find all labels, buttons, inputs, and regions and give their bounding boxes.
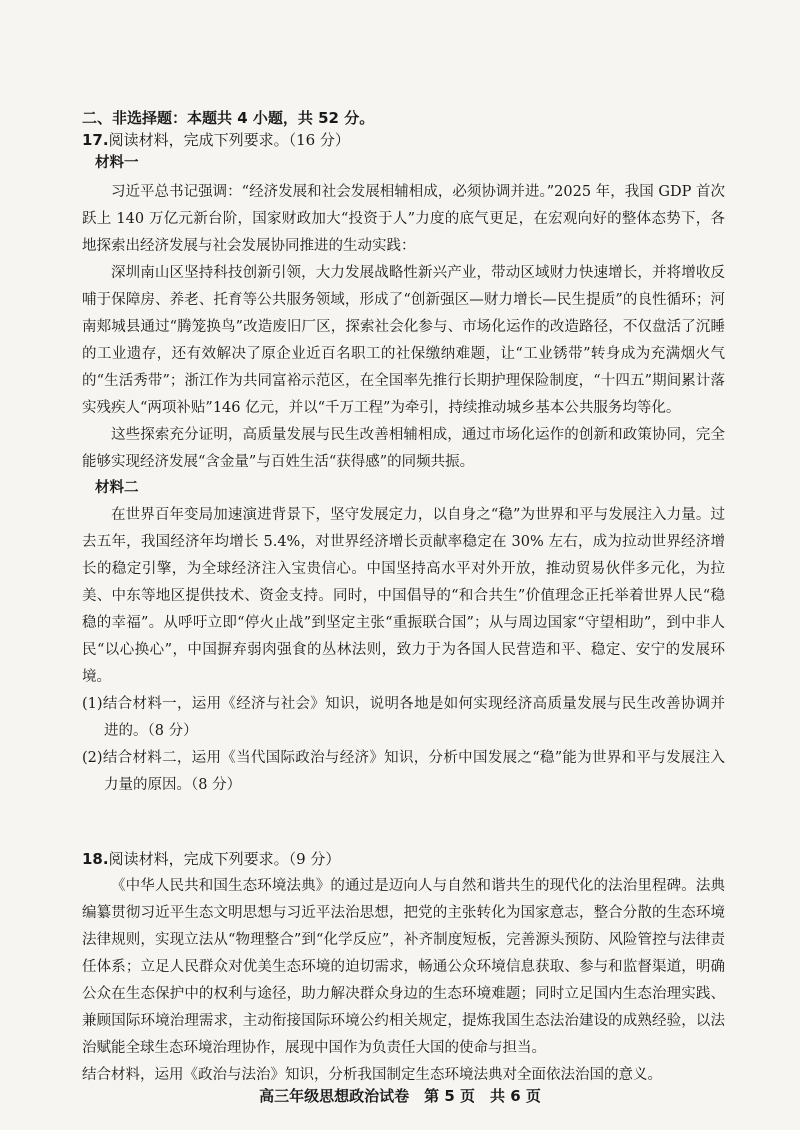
section-heading: 二、非选择题：本题共 4 小题，共 52 分。 [82,109,375,127]
question-17-subquestion-1: (1)结合材料一，运用《经济与社会》知识，说明各地是如何实现经济高质量发展与民生改善协调并进的。（8 分） [82,696,725,739]
question-18-prompt: 阅读材料，完成下列要求。（9 分） [108,850,341,868]
question-18-heading [82,849,725,869]
question-17-number: 17. [82,131,109,149]
question-18-paragraph-1: 《中华人民共和国生态环境法典》的通过是迈向人与自然和谐共生的现代化的法治里程碑。法典编纂贯彻习近平生态文明思想与习近平法治思想，把党的主张转化为国家意志，整合分散的生态环境法律规则，实现立法从“物理整合”到“化学反应”，补齐制度短板，完善源头预防、风险管控与法律责任体系；立足人民群众对优美生态环境的迫切需求，畅通公众环境信息获取、参与和监督渠道，明确公众在生态保护中的权利与途径，助力解决群众身边的生态环境难题；同时立足国内生态治理实践、兼顾国际环境治理需求，主动衔接国际环境公约相关规定，提炼我国生态法治建设的成熟经验，以法治赋能全球生态环境治理协作，展现中国作为负责任大国的使命与担当。 [82,878,725,1056]
material-1-paragraph-1: 习近平总书记强调：“经济发展和社会发展相辅相成，必须协调并进。”2025 年，我国 GDP 首次跃上 140 万亿元新台阶，国家财政加大“投资于人”力度的底气更足，在宏观向好的整体态势下，各地探索出经济发展与社会发展协同推进的生动实践： [82,184,725,254]
question-17-prompt: 阅读材料，完成下列要求。（16 分） [108,131,350,149]
material-1-paragraph-2: 深圳南山区坚持科技创新引领，大力发展战略性新兴产业，带动区域财力快速增长，并将增收反哺于保障房、养老、托育等公共服务领域，形成了“创新强区—财力增长—民生提质”的良性循环；河南郏城县通过“腾笼换鸟”改造废旧厂区，探索社会化参与、市场化运作的改造路径，不仅盘活了沉睡的工业遗存，还有效解决了原企业近百名职工的社保缴纳难题，让“工业锈带”转身成为充满烟火气的“生活秀带”；浙江作为共同富裕示范区，在全国率先推行长期护理保险制度，“十四五”期间累计落实残疾人“两项补贴”146 亿元，并以“千万工程”为牵引，持续推动城乡基本公共服务均等化。 [82,265,725,416]
material-2-paragraph-1: 在世界百年变局加速演进背景下，坚守发展定力，以自身之“稳”为世界和平与发展注入力量。过去五年，我国经济年均增长 5.4%，对世界经济增长贡献率稳定在 30% 左右，成为拉动世界经济增长的稳定引擎，为全球经济注入宝贵信心。中国坚持高水平对外开放，推动贸易伙伴多元化，为拉美、中东等地区提供技术、资金支持。同时，中国倡导的“和合共生”价值理念正托举着世界人民“稳稳的幸福”。从呼吁立即“停火止战”到坚定主张“重振联合国”；从与周边国家“守望相助”，到中非人民“以心换心”，中国摒弃弱肉强食的丛林法则，致力于为各国人民营造和平、稳定、安宁的发展环境。 [82,507,725,685]
material-2-title: 材料二 [95,480,139,496]
question-18-task: 结合材料，运用《政治与法治》知识，分析我国制定生态环境法典对全面依法治国的意义。 [82,1067,662,1083]
question-18-number: 18. [82,850,109,868]
question-17-subquestion-2: (2)结合材料二，运用《当代国际政治与经济》知识，分析中国发展之“稳”能为世界和平与发展注入力量的原因。（8 分） [82,750,725,793]
material-1-title: 材料一 [95,155,139,171]
material-1-paragraph-3: 这些探索充分证明，高质量发展与民生改善相辅相成，通过市场化运作的创新和政策协同，完全能够实现经济发展“含金量”与百姓生活“获得感”的同频共振。 [82,427,725,470]
question-17-heading [82,130,725,150]
page-footer: 高三年级思想政治试卷 第 5 页 共 6 页 [259,1087,541,1105]
